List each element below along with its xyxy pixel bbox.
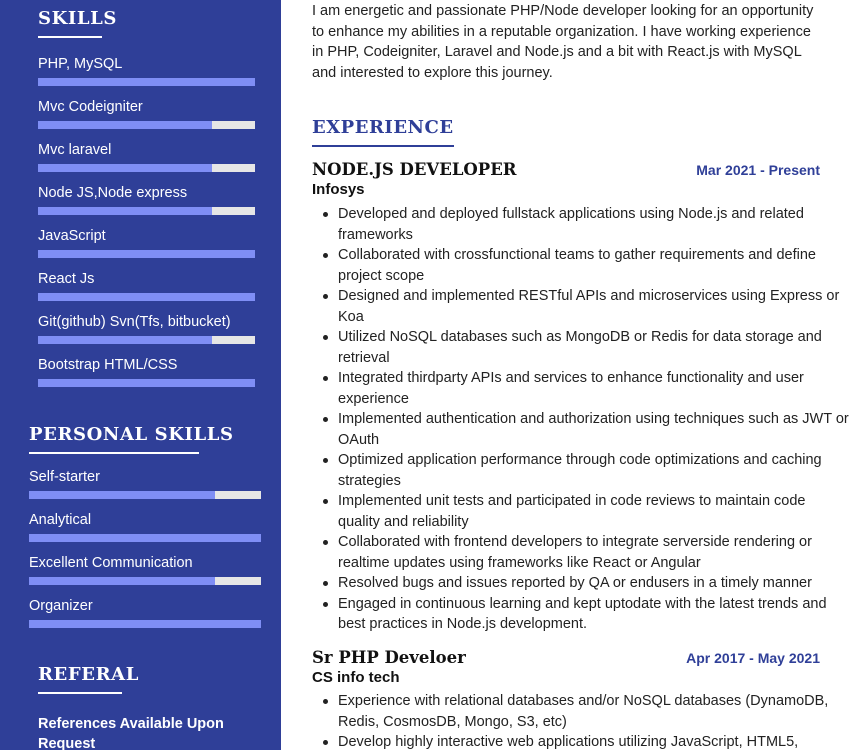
company-name: Infosys xyxy=(312,181,365,198)
skill-label: Self-starter xyxy=(29,469,100,485)
skill-level-bar xyxy=(38,78,255,86)
list-item: Optimized application performance through code optimizations and caching strategies xyxy=(338,450,850,491)
skill-level-bar xyxy=(38,207,255,215)
job-title: NODE.JS DEVELOPER xyxy=(312,160,517,179)
skill-level-bar xyxy=(29,577,261,585)
job-bullets xyxy=(312,204,850,635)
skills-heading: SKILLS xyxy=(38,8,102,38)
experience-heading: EXPERIENCE xyxy=(312,117,454,147)
list-item: Develop highly interactive web applications utilizing JavaScript, HTML5, xyxy=(338,732,850,753)
skill-item xyxy=(38,185,187,201)
skill-label: Mvc laravel xyxy=(38,142,112,158)
skill-level-bar xyxy=(29,491,261,499)
skill-label: Analytical xyxy=(29,512,92,528)
skill-level-bar xyxy=(29,620,261,628)
skill-level-bar xyxy=(38,293,255,301)
skill-item xyxy=(38,271,94,287)
list-item: Resolved bugs and issues reported by QA or endusers in a timely manner xyxy=(338,573,850,594)
personal-skill-item xyxy=(29,469,100,485)
personal-skills-heading: PERSONAL SKILLS xyxy=(29,424,199,454)
skill-item xyxy=(38,357,177,373)
skill-label: Node JS,Node express xyxy=(38,185,188,201)
list-item: Implemented authentication and authorization using techniques such as JWT or OAuth xyxy=(338,409,850,450)
skill-label: Git(github) Svn(Tfs, bitbucket) xyxy=(38,314,231,330)
skill-label: JavaScript xyxy=(38,228,106,244)
job-date: Mar 2021 - Present xyxy=(696,162,820,178)
personal-skill-item xyxy=(29,512,91,528)
skill-level-bar xyxy=(38,379,255,387)
skill-label: React Js xyxy=(38,271,95,287)
skill-item xyxy=(38,314,231,330)
skill-item xyxy=(38,56,122,72)
skill-item xyxy=(38,99,143,115)
sidebar xyxy=(0,0,281,750)
company-name: CS info tech xyxy=(312,669,400,686)
skill-level-bar xyxy=(38,121,255,129)
skill-label: Excellent Communication xyxy=(29,555,193,571)
skill-label: Organizer xyxy=(29,598,93,614)
skill-level-bar xyxy=(38,336,255,344)
referal-heading: REFERAL xyxy=(38,664,122,694)
skill-level-bar xyxy=(38,164,255,172)
list-item: Utilized NoSQL databases such as MongoDB or Redis for data storage and retrieval xyxy=(338,327,850,368)
skill-level-bar xyxy=(38,250,255,258)
list-item: Integrated thirdparty APIs and services to enhance functionality and user experience xyxy=(338,368,850,409)
list-item: Experience with relational databases and/or NoSQL databases (DynamoDB, Redis, CosmosDB, Mongo, S3, etc) xyxy=(338,691,850,732)
skill-level-bar xyxy=(29,534,261,542)
skill-label: Mvc Codeigniter xyxy=(38,99,143,115)
job-date: Apr 2017 - May 2021 xyxy=(686,650,820,666)
referal-text: References Available Upon Request xyxy=(38,716,224,752)
skill-label: Bootstrap HTML/CSS xyxy=(38,357,178,373)
list-item: Implemented unit tests and participated in code reviews to maintain code quality and reliability xyxy=(338,491,850,532)
list-item: Designed and implemented RESTful APIs and microservices using Express or Koa xyxy=(338,286,850,327)
list-item: Collaborated with crossfunctional teams to gather requirements and define project scope xyxy=(338,245,850,286)
skill-item xyxy=(38,142,111,158)
list-item: Collaborated with frontend developers to integrate serverside rendering or realtime updates using frameworks like React or Angular xyxy=(338,532,850,573)
skill-item xyxy=(38,228,106,244)
skill-label: PHP, MySQL xyxy=(38,56,123,72)
personal-skill-item xyxy=(29,598,93,614)
list-item: Developed and deployed fullstack applications using Node.js and related frameworks xyxy=(338,204,850,245)
profile-summary: I am energetic and passionate PHP/Node developer looking for an opportunity to enhance my abilities in a reputable organization. I have working experience in PHP, Codeigniter, Laravel and Node.js and a bit with React.js with MySQL and interested to explore this journey. xyxy=(312,3,814,81)
job-bullets xyxy=(312,691,850,753)
list-item: Engaged in continuous learning and kept uptodate with the latest trends and best practices in Node.js development. xyxy=(338,594,850,635)
job-title: Sr PHP Develoer xyxy=(312,648,466,667)
personal-skill-item xyxy=(29,555,193,571)
